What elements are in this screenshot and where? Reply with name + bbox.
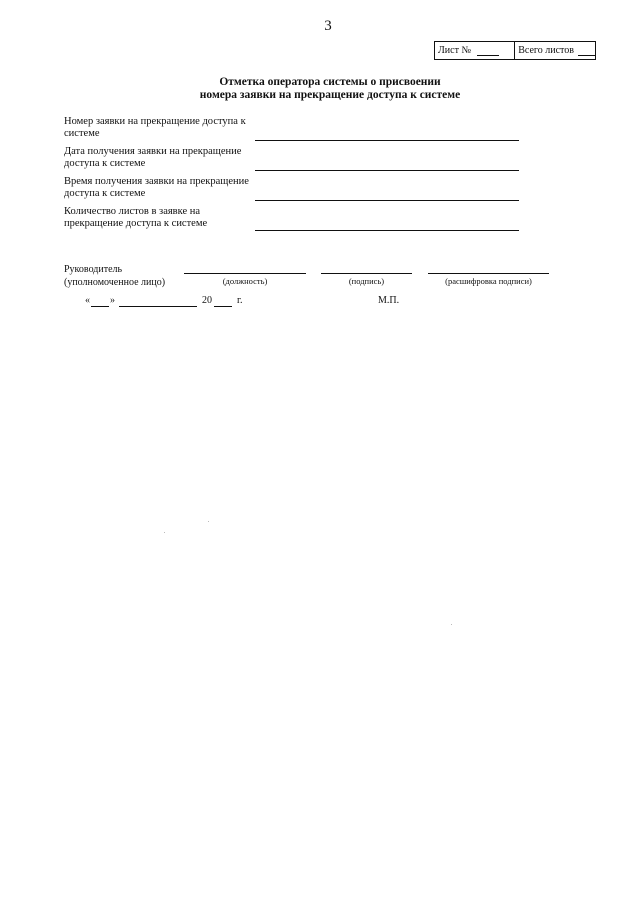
date-month-blank [119,306,197,307]
date-open-quote: « [85,295,90,306]
total-sheets-label: Всего листов [518,45,574,56]
total-sheets-blank [578,46,595,56]
position-caption: (должность) [222,276,268,286]
date-close-quote: » [110,295,115,306]
sheet-number-blank [477,46,499,56]
sheet-info-box [434,41,596,60]
stamp-place-label: М.П. [378,295,400,306]
field-line-receipt-time [255,200,519,201]
page-number: 3 [324,18,332,34]
form-title-line-2: номера заявки на прекращение доступа к системе [199,89,461,101]
field-label-application-number: Номер заявки на прекращение доступа к системе [64,116,246,139]
field-line-sheet-count [255,230,519,231]
field-line-application-number [255,140,519,141]
date-year-suffix: г. [237,295,243,306]
sheet-number-cell [435,42,514,59]
form-title [0,76,640,102]
field-line-receipt-date [255,170,519,171]
signature-decode-line [428,273,549,274]
head-label: Руководитель [64,264,123,275]
position-line [184,273,306,274]
signature-decode-caption: (расшифровка подписи) [445,276,532,286]
date-year-blank [214,306,232,307]
sheet-number-label: Лист № [438,45,471,56]
signature-caption: (подпись) [348,276,385,286]
field-label-sheet-count: Количество листов в заявке на прекращение доступа к системе [64,206,208,229]
field-label-receipt-time: Время получения заявки на прекращение доступа к системе [64,176,249,199]
date-day-blank [91,306,109,307]
form-title-line-1: Отметка оператора системы о присвоении [219,76,441,88]
authorized-person-label: (уполномоченное лицо) [64,277,166,288]
date-year-prefix: 20 [202,295,212,306]
scan-speck [164,532,165,533]
total-sheets-cell [514,42,595,59]
signature-line [321,273,412,274]
scan-speck [451,624,452,625]
field-label-receipt-date: Дата получения заявки на прекращение доступа к системе [64,146,242,169]
scan-speck [208,521,209,522]
